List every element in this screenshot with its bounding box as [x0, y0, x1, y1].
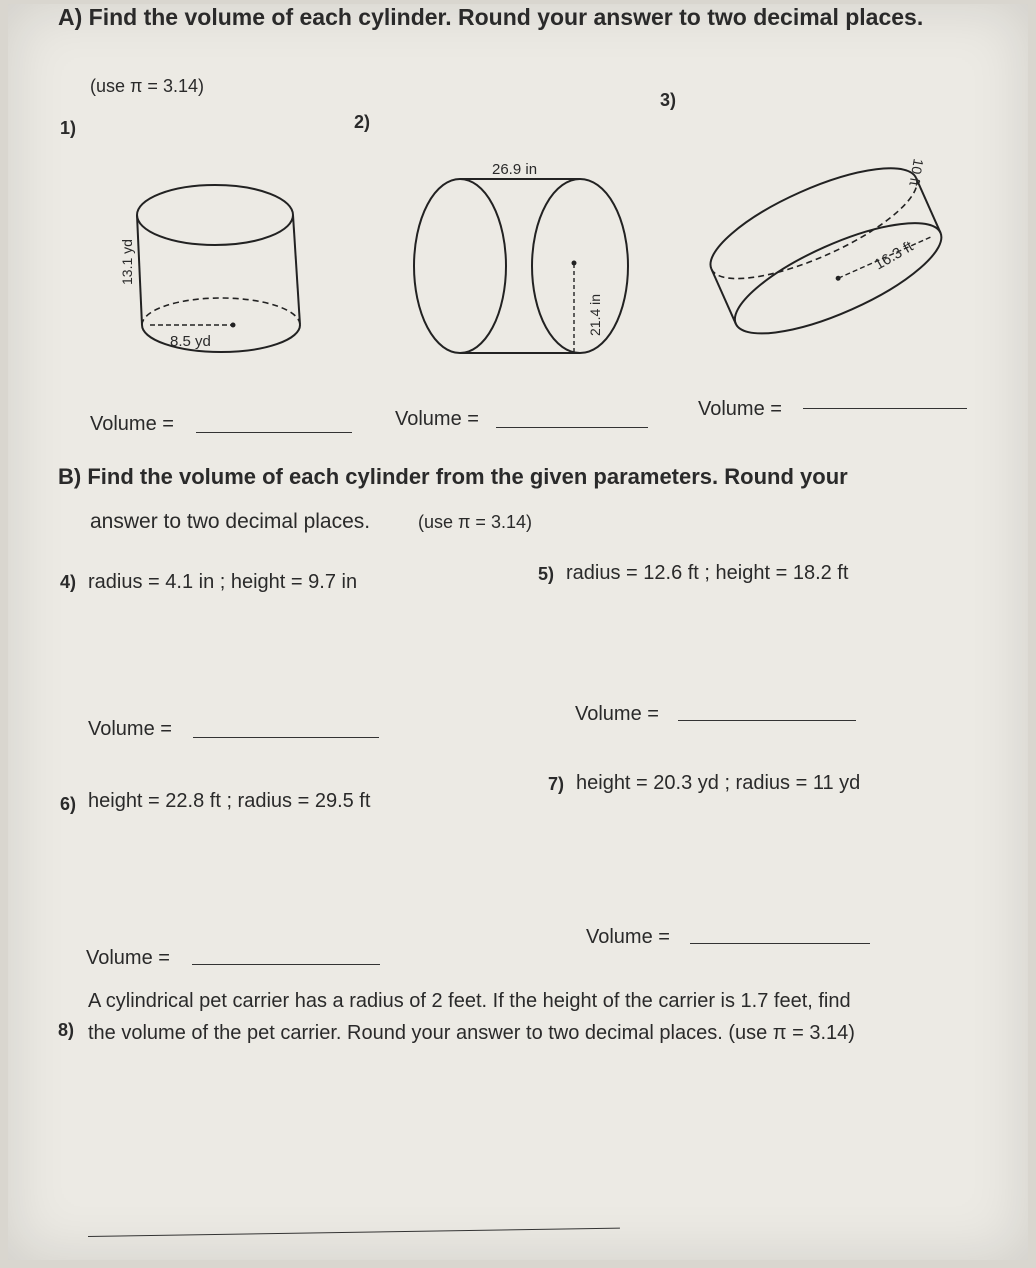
section-b-title-line1: B) Find the volume of each cylinder from the given parameters. Round your — [58, 464, 848, 489]
cylinder-2-diameter-label: 26.9 in — [492, 161, 538, 178]
cylinder-2-diagram — [408, 160, 638, 360]
volume-label-6: Volume = — [86, 947, 170, 969]
problem-5-text: radius = 12.6 ft ; height = 18.2 ft — [566, 562, 849, 584]
problem-4-number: 4) — [60, 572, 77, 592]
problem-8-number: 8) — [58, 1020, 75, 1040]
volume-label-3: Volume = — [698, 398, 782, 420]
volume-label-7: Volume = — [586, 926, 670, 948]
section-a-title: A) Find the volume of each cylinder. Round your answer to two decimal places. — [58, 4, 924, 30]
problem-6-number: 6) — [60, 794, 77, 814]
cylinder-3-height-label: 10 ft — [906, 157, 927, 188]
section-a-pi-note: (use π = 3.14) — [90, 76, 204, 96]
answer-line-7[interactable] — [690, 943, 870, 944]
volume-label-4: Volume = — [88, 718, 172, 740]
volume-label-5: Volume = — [575, 703, 659, 725]
volume-label-1: Volume = — [90, 413, 174, 435]
answer-line-1[interactable] — [196, 432, 352, 433]
section-b-title-line2: answer to two decimal places. — [90, 510, 371, 533]
problem-7-text: height = 20.3 yd ; radius = 11 yd — [576, 772, 861, 794]
answer-line-4[interactable] — [193, 737, 379, 738]
cylinder-3-radius-label: 16.3 ft — [871, 237, 917, 274]
cylinder-3-diagram — [700, 130, 950, 350]
cylinder-1-diagram — [120, 165, 320, 365]
problem-5-number: 5) — [538, 564, 555, 584]
answer-line-3[interactable] — [803, 408, 967, 409]
problem-1-number: 1) — [60, 118, 77, 138]
answer-line-2[interactable] — [496, 427, 648, 428]
problem-2-number: 2) — [354, 112, 371, 132]
answer-line-5[interactable] — [678, 720, 856, 721]
problem-6-text: height = 22.8 ft ; radius = 29.5 ft — [88, 790, 371, 812]
problem-7-number: 7) — [548, 774, 565, 794]
problem-3-number: 3) — [660, 90, 677, 110]
problem-8-text-line1: A cylindrical pet carrier has a radius of 2 feet. If the height of the carrier is 1.7 feet, find — [88, 990, 851, 1012]
problem-8-text-line2: the volume of the pet carrier. Round your answer to two decimal places. (use π = 3.14) — [88, 1022, 855, 1044]
volume-label-2: Volume = — [395, 408, 479, 430]
section-b-pi-note: (use π = 3.14) — [418, 512, 532, 532]
cylinder-2-radius-label: 21.4 in — [587, 293, 603, 336]
answer-line-6[interactable] — [192, 964, 380, 965]
cylinder-1-radius-label: 8.5 yd — [170, 333, 211, 350]
cylinder-1-height-label: 13.1 yd — [119, 239, 135, 285]
problem-4-text: radius = 4.1 in ; height = 9.7 in — [88, 571, 358, 593]
